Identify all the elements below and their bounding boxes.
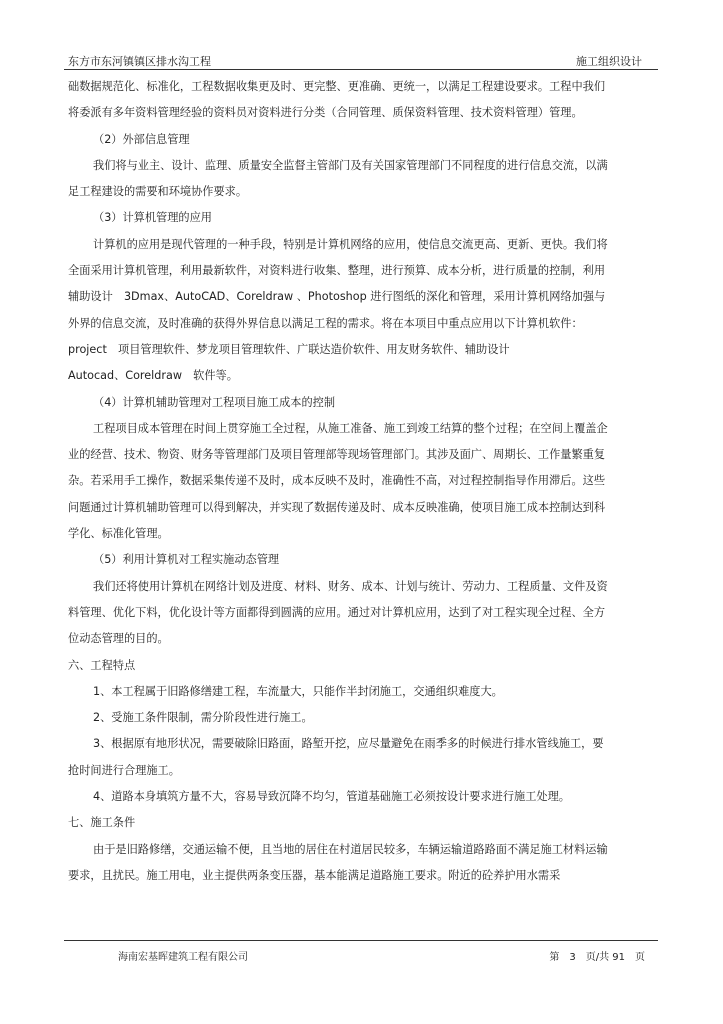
feature-item-1: 1、本工程属于旧路修缮建工程，车流量大，只能作半封闭施工，交通组织难度大。 <box>93 684 503 698</box>
heading-external-info: （2）外部信息管理 <box>93 132 190 146</box>
section-heading-construction-conditions: 七、施工条件 <box>68 816 136 830</box>
feature-item-2: 2、受施工条件限制，需分阶段性进行施工。 <box>93 711 313 725</box>
header-rule <box>64 69 658 70</box>
paragraph-cost-control: 工程项目成本管理在时间上贯穿施工全过程，从施工准备、施工到竣工结算的整个过程；在空间上覆盖企业的经营、技术、物资、财务等管理部门及项目管理部等现场管理部门。其涉及面广、周期长、工作量繁重复杂。若采用手工操作，数据采集传递不及时，成本反映不及时，准确性不高，对过程控制指导作用滞后。这些问题通过计算机辅助管理可以得到解决，并实现了数据传递及时、成本反映准确，使项目施工成本控制达到科学化、标准化管理。 <box>68 421 608 541</box>
feature-item-3: 3、根据原有地形状况，需要破除旧路面，路堑开挖，应尽量避免在雨季多的时候进行排水管线施工，要抢时间进行合理施工。 <box>68 737 604 777</box>
heading-cost-control: （4）计算机辅助管理对工程项目施工成本的控制 <box>93 395 336 409</box>
header-project-name: 东方市东河镇镇区排水沟工程 <box>68 55 211 68</box>
footer-page-number: 第 3 页/共 91 页 <box>549 952 645 963</box>
document-body <box>68 74 608 889</box>
feature-item-4: 4、道路本身填筑方量不大，容易导致沉降不均匀，管道基础施工必须按设计要求进行施工处理。 <box>93 790 570 804</box>
paragraph-computer-application: 计算机的应用是现代管理的一种手段，特别是计算机网络的应用，使信息交流更高、更新、更快。我们将全面采用计算机管理，利用最新软件，对资料进行收集、整理，进行预算、成本分析，进行质量的控制，利用辅助设计 3Dmax、AutoCAD、Coreldraw 、Photoshop 进行图纸的深化和管理，采用计算机网络加强与外界的信息交流，及时准确的获得外界信息以满足工程的需求。将在本项目中重点应用以下计算机软件：project 项目管理软件、梦龙项目管理软件、广联达造价软件、用友财务软件、辅助设计 Autocad、Coreldraw 软件等。 <box>68 237 608 383</box>
header-doc-type: 施工组织设计 <box>576 55 642 68</box>
footer-company: 海南宏基晖建筑工程有限公司 <box>118 952 248 963</box>
section-heading-project-features: 六、工程特点 <box>68 658 136 672</box>
paragraph-construction-conditions: 由于是旧路修缮，交通运输不便，且当地的居住在村道居民较多，车辆运输道路路面不满足施工材料运输要求，且扰民。施工用电，业主提供两条变压器，基本能满足道路施工要求。附近的砼养护用水需采 <box>68 842 608 882</box>
paragraph-dynamic-management: 我们还将使用计算机在网络计划及进度、材料、财务、成本、计划与统计、劳动力、工程质量、文件及资料管理、优化下料，优化设计等方面都得到圆满的应用。通过对计算机应用，达到了对工程实现全过程、全方位动态管理的目的。 <box>68 579 608 646</box>
paragraph-external-info: 我们将与业主、设计、监理、质量安全监督主管部门及有关国家管理部门不同程度的进行信息交流，以满足工程建设的需要和环境协作要求。 <box>68 158 608 199</box>
page-header <box>64 50 656 70</box>
footer-rule <box>64 940 658 941</box>
heading-dynamic-management: （5）利用计算机对工程实施动态管理 <box>93 553 280 567</box>
paragraph-data-standardization: 础数据规范化、标准化，工程数据收集更及时、更完整、更准确、更统一，以满足工程建设要求。工程中我们将委派有多年资料管理经验的资料员对资料进行分类（合同管理、质保资料管理、技术资料管理）管理。 <box>68 80 606 120</box>
heading-computer-application: （3）计算机管理的应用 <box>93 211 212 225</box>
